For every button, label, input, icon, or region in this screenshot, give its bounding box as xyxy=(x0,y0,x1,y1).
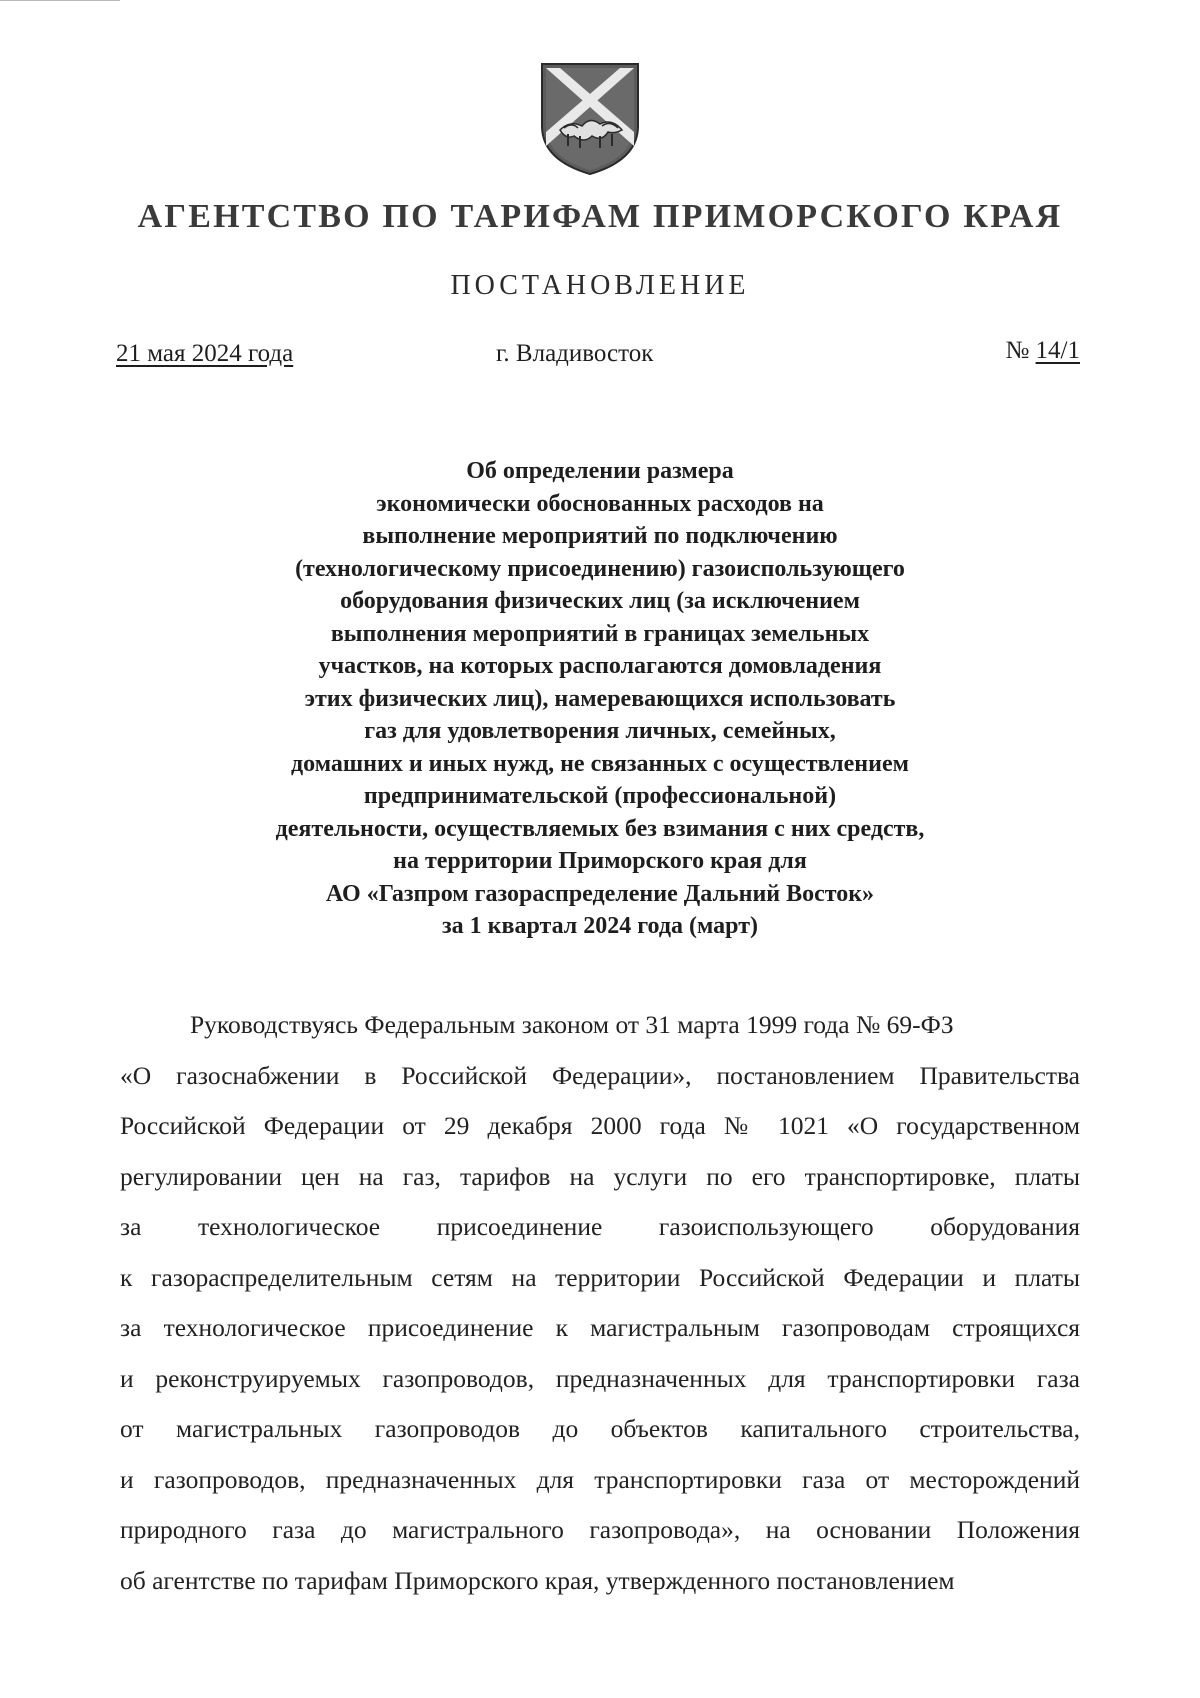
heading-line: выполнение мероприятий по подключению xyxy=(362,523,838,549)
body-line: об агентстве по тарифам Приморского края, утвержденного постановлением xyxy=(120,1565,955,1595)
agency-title: АГЕНТСТВО ПО ТАРИФАМ ПРИМОРСКОГО КРАЯ xyxy=(137,198,1063,235)
body-line: за технологическое присоединение газоиспользующего оборудования xyxy=(120,1212,1080,1241)
heading-line: Об определении размера xyxy=(466,458,734,484)
body-line: регулировании цен на газ, тарифов на услуги по его транспортировке, платы xyxy=(120,1161,1080,1191)
document-heading xyxy=(150,455,1050,943)
body-line: Руководствуясь Федеральным законом от 31 марта 1999 года № 69-ФЗ xyxy=(190,1010,954,1039)
body-line: Российской Федерации от 29 декабря 2000 года № 1021 «О государственном xyxy=(120,1111,1080,1140)
coat-of-arms-icon xyxy=(538,60,642,178)
heading-line: этих физических лиц), намеревающихся использовать xyxy=(304,685,896,712)
document-body xyxy=(120,1000,1080,1606)
heading-line: на территории Приморского края для xyxy=(393,848,807,874)
body-line: и газопроводов, предназначенных для транспортировки газа от месторождений xyxy=(120,1464,1080,1494)
number-sign: № xyxy=(1005,337,1030,364)
body-line: от магистральных газопроводов до объектов капитального строительства, xyxy=(120,1414,1080,1443)
document-number xyxy=(1005,337,1080,365)
heading-line: домашних и иных нужд, не связанных с осуществлением xyxy=(291,750,909,777)
body-line: природного газа до магистрального газопровода», на основании Положения xyxy=(120,1515,1080,1544)
heading-line: оборудования физических лиц (за исключением xyxy=(340,588,860,614)
body-line: за технологическое присоединение к магистральным газопроводам строящихся xyxy=(120,1313,1080,1342)
heading-line: экономически обоснованных расходов на xyxy=(376,490,824,517)
heading-line: участков, на которых располагаются домовладения xyxy=(318,653,882,679)
number-value: 14/1 xyxy=(1035,337,1080,364)
heading-line: деятельности, осуществляемых без взимания с них средств, xyxy=(275,815,925,842)
body-line: к газораспределительным сетям на территории Российской Федерации и платы xyxy=(120,1262,1080,1292)
heading-line: (технологическому присоединению) газоиспользующего xyxy=(295,555,905,582)
heading-line: АО «Газпром газораспределение Дальний Восток» xyxy=(325,880,875,907)
document-type: ПОСТАНОВЛЕНИЕ xyxy=(450,270,750,301)
body-line: и реконструируемых газопроводов, предназначенных для транспортировки газа xyxy=(120,1363,1080,1393)
heading-line: за 1 квартал 2024 года (март) xyxy=(442,913,758,939)
document-date: 21 мая 2024 года xyxy=(116,340,294,367)
heading-line: газ для удовлетворения личных, семейных, xyxy=(364,718,836,744)
heading-line: выполнения мероприятий в границах земельных xyxy=(330,620,870,647)
body-line: «О газоснабжении в Российской Федерации», постановлением Правительства xyxy=(120,1060,1080,1090)
scan-corner-mark xyxy=(0,0,120,3)
heading-line: предпринимательской (профессиональной) xyxy=(363,783,837,809)
document-city: г. Владивосток xyxy=(496,340,654,367)
